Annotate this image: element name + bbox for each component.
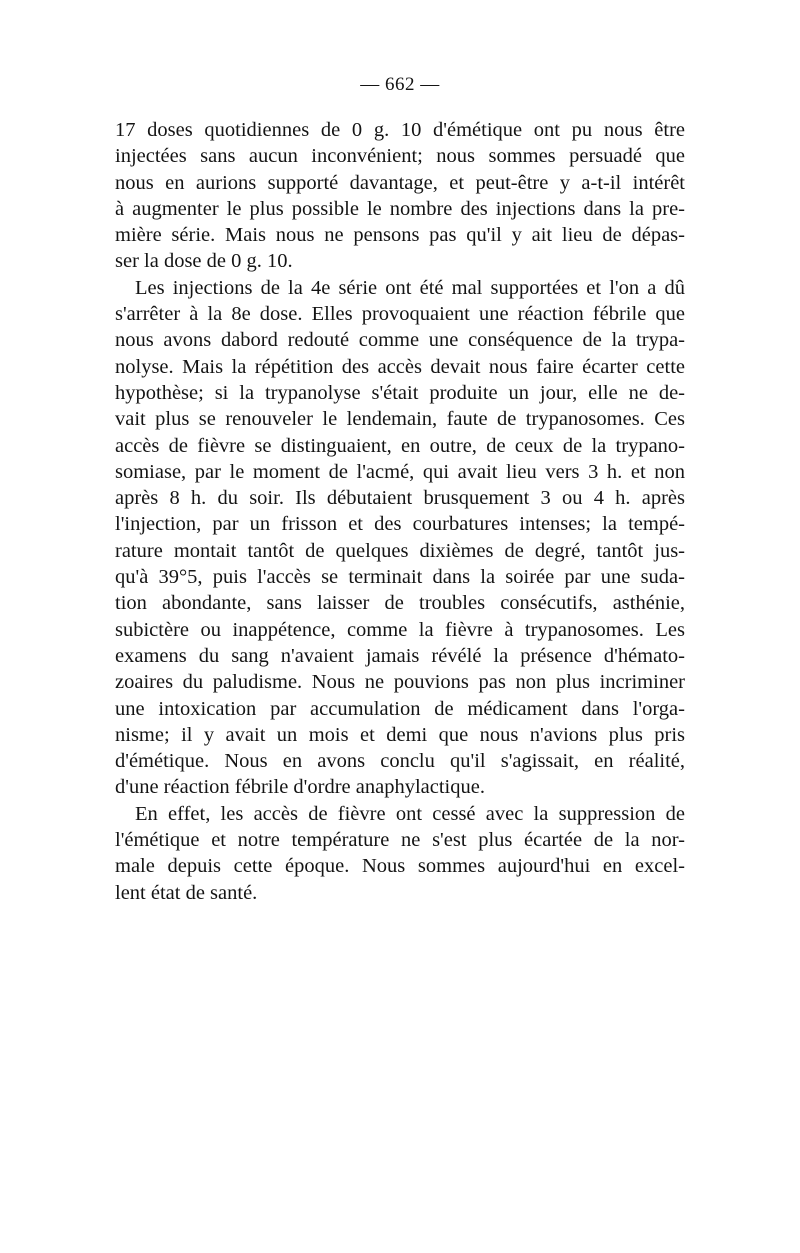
text-line: s'arrêter à la 8e dose. Elles provoquaient une réaction fébrile que: [115, 303, 685, 326]
text-line: d'une réaction fébrile d'ordre anaphylactique.: [115, 776, 485, 799]
text-line: ser la dose de 0 g. 10.: [115, 250, 293, 273]
text-line: zoaires du paludisme. Nous ne pouvions pas non plus incriminer: [115, 671, 685, 694]
text-line: somiase, par le moment de l'acmé, qui avait lieu vers 3 h. et non: [115, 460, 685, 483]
text-line: tion abondante, sans laisser de troubles consécutifs, asthénie,: [115, 592, 685, 615]
paragraph-2: [115, 275, 685, 801]
text-line: d'émétique. Nous en avons conclu qu'il s'agissait, en réalité,: [115, 750, 685, 773]
text-line: hypothèse; si la trypanolyse s'était produite un jour, elle ne de-: [115, 381, 685, 404]
text-line: nolyse. Mais la répétition des accès devait nous faire écarter cette: [115, 355, 685, 378]
text-line: l'injection, par un frisson et des courbatures intenses; la tempé-: [115, 513, 685, 536]
text-line: 17 doses quotidiennes de 0 g. 10 d'émétique ont pu nous être: [115, 119, 685, 141]
text-line: male depuis cette époque. Nous sommes aujourd'hui en excel-: [115, 855, 685, 878]
text-line: injectées sans aucun inconvénient; nous sommes persuadé que: [115, 145, 685, 168]
text-line: qu'à 39°5, puis l'accès se terminait dans la soirée par une suda-: [115, 566, 685, 589]
text-line: rature montait tantôt de quelques dixièmes de degré, tantôt jus-: [115, 539, 685, 562]
text-line: accès de fièvre se distinguaient, en outre, de ceux de la trypano-: [115, 434, 685, 457]
text-line: après 8 h. du soir. Ils débutaient brusquement 3 ou 4 h. après: [115, 487, 685, 510]
text-line: nisme; il y avait un mois et demi que nous n'avions plus pris: [115, 723, 685, 746]
text-line: Les injections de la 4e série ont été mal supportées et l'on a dû: [135, 276, 685, 299]
text-line: En effet, les accès de fièvre ont cessé avec la suppression de: [135, 802, 685, 825]
text-line: lent état de santé.: [115, 881, 258, 904]
text-line: nous en aurions supporté davantage, et peut-être y a-t-il intérêt: [115, 171, 685, 194]
paragraph-1: [115, 117, 685, 275]
page-number: — 662 —: [360, 74, 440, 95]
text-line: subictère ou inappétence, comme la fièvre à trypanosomes. Les: [115, 618, 685, 641]
text-line: vait plus se renouveler le lendemain, faute de trypanosomes. Ces: [115, 408, 685, 431]
text-line: à augmenter le plus possible le nombre des injections dans la pre-: [115, 197, 685, 220]
text-line: mière série. Mais nous ne pensons pas qu'il y ait lieu de dépas-: [115, 224, 685, 247]
paragraph-3: [115, 801, 685, 906]
text-line: une intoxication par accumulation de médicament dans l'orga-: [115, 697, 685, 720]
body-text: [115, 117, 685, 906]
text-line: l'émétique et notre température ne s'est plus écartée de la nor-: [115, 829, 685, 852]
text-line: examens du sang n'avaient jamais révélé la présence d'hémato-: [115, 644, 685, 667]
text-line: nous avons dabord redouté comme une conséquence de la trypa-: [115, 329, 685, 352]
